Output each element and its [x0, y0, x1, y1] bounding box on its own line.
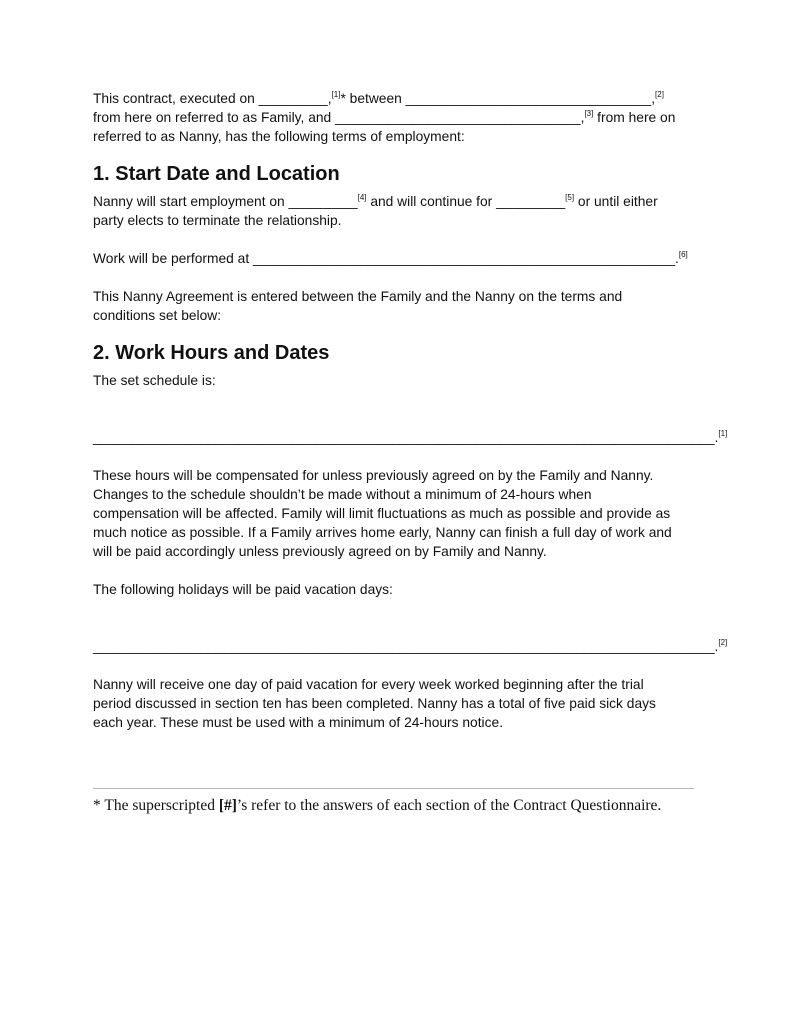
agreement-line-1: This Nanny Agreement is entered between the Family and the Nanny on the terms and [93, 289, 623, 304]
intro-line-2 [93, 108, 693, 127]
footnote-ref: [2] [718, 638, 728, 647]
compensation-line-3: compensation will be affected. Family will limit fluctuations as much as possible and provide as [93, 506, 671, 521]
start-date-line-2: party elects to terminate the relationship. [93, 213, 342, 228]
compensation-line-5: will be paid accordingly unless previously agreed on by Family and Nanny. [93, 544, 547, 559]
body-text: Nanny will start employment on _________ [93, 194, 358, 209]
compensation-line-1: These hours will be compensated for unless previously agreed on by the Family and Nanny. [93, 468, 654, 483]
schedule-blank-line [93, 428, 728, 447]
vacation-line-3: each year. These must be used with a minimum of 24-hours notice. [93, 715, 504, 730]
intro-line-3: referred to as Nanny, has the following terms of employment: [93, 129, 465, 144]
section-heading-work-hours: 2. Work Hours and Dates [93, 342, 330, 364]
compensation-line-4: much notice as possible. If a Family arrives home early, Nanny can finish a full day of work and [93, 525, 672, 540]
work-location-line [93, 249, 693, 268]
blank-line: _________________________________________________________________________________. [93, 639, 719, 654]
intro-text: * between ________________________________, [340, 91, 656, 106]
footnote-ref: [3] [584, 109, 594, 118]
footnote-divider [93, 788, 694, 789]
holidays-blank-line [93, 637, 728, 656]
footnote-ref: [1] [331, 90, 341, 99]
intro-text: This contract, executed on _________, [93, 91, 332, 106]
footnote-text: ’s refer to the answers of each section of the Contract Questionnaire. [236, 797, 662, 814]
agreement-line-2: conditions set below: [93, 308, 222, 323]
blank-line: _________________________________________________________________________________. [93, 430, 719, 445]
vacation-line-1: Nanny will receive one day of paid vacation for every week worked beginning after the trial [93, 677, 644, 692]
footnote-ref: [6] [678, 250, 688, 259]
intro-line-1 [93, 89, 693, 108]
holidays-label: The following holidays will be paid vacation days: [93, 582, 393, 597]
footnote-marker: [#] [218, 797, 237, 814]
body-text: and will continue for _________ [366, 194, 566, 209]
body-text: Work will be performed at _______________________________________________________. [93, 251, 679, 266]
document-body [93, 89, 728, 732]
footnote-ref: [5] [565, 193, 575, 202]
footnote-text: * The superscripted [93, 797, 219, 814]
footnote [93, 797, 661, 815]
start-date-line-1 [93, 192, 693, 211]
footnote-ref: [4] [357, 193, 367, 202]
body-text: or until either [574, 194, 658, 209]
compensation-line-2: Changes to the schedule shouldn’t be made without a minimum of 24-hours when [93, 487, 592, 502]
footnote-ref: [2] [655, 90, 664, 99]
intro-text: from here on referred to as Family, and ________________________________, [93, 110, 585, 125]
intro-text: from here on [593, 110, 676, 125]
section-heading-start-date: 1. Start Date and Location [93, 163, 340, 185]
vacation-line-2: period discussed in section ten has been completed. Nanny has a total of five paid sick days [93, 696, 656, 711]
footnote-ref: [1] [718, 429, 728, 438]
schedule-label: The set schedule is: [93, 373, 216, 388]
